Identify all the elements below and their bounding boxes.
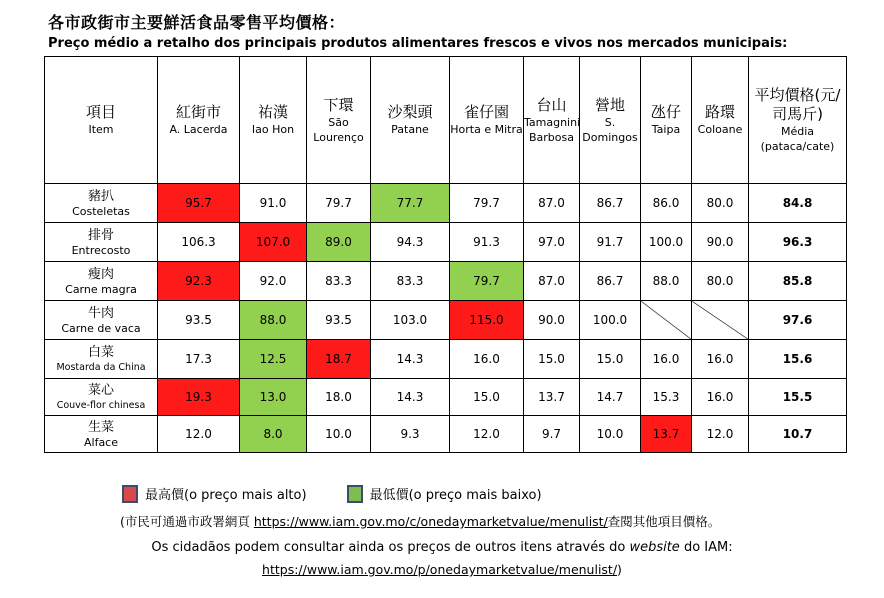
header-market: 雀仔園 Horta e Mitra [450, 57, 524, 184]
table-row [45, 301, 847, 340]
price-cell: 15.0 [580, 340, 641, 379]
price-cell: 86.7 [580, 184, 641, 223]
header-market: 祐漢 Iao Hon [240, 57, 307, 184]
price-cell-lowest: 12.5 [240, 340, 307, 379]
price-cell: 18.0 [307, 379, 371, 416]
price-cell: 15.3 [641, 379, 692, 416]
note-zh-prefix: (市民可通過市政署網頁 [120, 514, 254, 529]
price-cell: 14.7 [580, 379, 641, 416]
price-cell-highest: 95.7 [158, 184, 240, 223]
price-table [44, 56, 847, 453]
average-cell: 97.6 [749, 301, 847, 340]
average-cell: 96.3 [749, 223, 847, 262]
price-cell: 86.7 [580, 262, 641, 301]
price-cell: 17.3 [158, 340, 240, 379]
price-cell: 12.0 [450, 416, 524, 453]
price-cell-lowest: 8.0 [240, 416, 307, 453]
table-row [45, 223, 847, 262]
price-cell-unavailable [692, 301, 749, 340]
header-average: 平均價格(元/司馬斤) Média (pataca/cate) [749, 57, 847, 184]
price-cell: 83.3 [307, 262, 371, 301]
header-market: 紅街市 A. Lacerda [158, 57, 240, 184]
average-cell: 85.8 [749, 262, 847, 301]
price-cell: 106.3 [158, 223, 240, 262]
price-cell: 94.3 [371, 223, 450, 262]
price-cell: 79.7 [307, 184, 371, 223]
price-cell: 9.7 [524, 416, 580, 453]
price-cell: 92.0 [240, 262, 307, 301]
page-title: 各市政街市主要鮮活食品零售平均價格： [48, 13, 346, 32]
price-cell: 91.0 [240, 184, 307, 223]
price-cell: 10.0 [307, 416, 371, 453]
price-cell: 103.0 [371, 301, 450, 340]
price-cell: 86.0 [641, 184, 692, 223]
price-cell: 91.7 [580, 223, 641, 262]
price-cell: 16.0 [641, 340, 692, 379]
header-market: 下環 São Lourenço [307, 57, 371, 184]
price-cell: 15.0 [524, 340, 580, 379]
price-cell: 16.0 [692, 379, 749, 416]
price-cell: 12.0 [692, 416, 749, 453]
note-zh-suffix: 查閱其他項目價格。 [607, 514, 721, 529]
item-cell: 生菜 Alface [45, 416, 158, 453]
table-row [45, 262, 847, 301]
item-cell: 瘦肉 Carne magra [45, 262, 158, 301]
price-cell-lowest: 88.0 [240, 301, 307, 340]
price-cell-lowest: 13.0 [240, 379, 307, 416]
highest-price-swatch [122, 485, 138, 503]
price-cell-highest: 19.3 [158, 379, 240, 416]
price-cell: 90.0 [692, 223, 749, 262]
page-subtitle: Preço médio a retalho dos principais produtos alimentares frescos e vivos nos mercados municipais: [48, 36, 788, 51]
header-row [45, 57, 847, 184]
header-market: 沙梨頭 Patane [371, 57, 450, 184]
price-cell: 100.0 [580, 301, 641, 340]
item-cell: 菜心 Couve-flor chinesa [45, 379, 158, 416]
item-cell: 排骨 Entrecosto [45, 223, 158, 262]
item-cell: 白菜 Mostarda da China [45, 340, 158, 379]
price-cell-lowest: 77.7 [371, 184, 450, 223]
note-pt-prefix: Os cidadãos podem consultar ainda os preços de outros itens através do [151, 540, 630, 555]
legend-lowest-label: 最低價(o preço mais baixo) [369, 488, 542, 503]
price-cell-highest: 18.7 [307, 340, 371, 379]
price-cell: 14.3 [371, 379, 450, 416]
price-cell: 80.0 [692, 262, 749, 301]
price-cell: 100.0 [641, 223, 692, 262]
average-cell: 10.7 [749, 416, 847, 453]
note-pt-emphasis: website [629, 540, 680, 555]
price-cell: 93.5 [307, 301, 371, 340]
price-cell-unavailable [641, 301, 692, 340]
price-cell: 83.3 [371, 262, 450, 301]
average-cell: 15.5 [749, 379, 847, 416]
price-cell: 10.0 [580, 416, 641, 453]
table-row [45, 379, 847, 416]
item-cell: 豬扒 Costeletas [45, 184, 158, 223]
price-cell: 12.0 [158, 416, 240, 453]
price-cell: 87.0 [524, 184, 580, 223]
lowest-price-swatch [347, 485, 363, 503]
price-cell: 90.0 [524, 301, 580, 340]
price-cell: 87.0 [524, 262, 580, 301]
note-chinese [120, 512, 720, 530]
item-cell: 牛肉 Carne de vaca [45, 301, 158, 340]
average-cell: 15.6 [749, 340, 847, 379]
average-cell: 84.8 [749, 184, 847, 223]
table-row [45, 184, 847, 223]
note-portuguese-link-line [0, 562, 884, 577]
note-pt-close: ) [617, 562, 622, 577]
header-market: 氹仔 Taipa [641, 57, 692, 184]
note-portuguese [0, 540, 884, 555]
header-market: 台山 Tamagnini Barbosa [524, 57, 580, 184]
table-row [45, 416, 847, 453]
legend [122, 484, 542, 503]
price-cell-lowest: 89.0 [307, 223, 371, 262]
price-cell: 16.0 [692, 340, 749, 379]
price-cell: 97.0 [524, 223, 580, 262]
price-cell: 91.3 [450, 223, 524, 262]
table-row [45, 340, 847, 379]
header-item: 項目 Item [45, 57, 158, 184]
price-cell: 15.0 [450, 379, 524, 416]
iam-link-pt[interactable]: https://www.iam.gov.mo/p/onedaymarketvalue/menulist/ [262, 562, 618, 577]
price-cell-highest: 115.0 [450, 301, 524, 340]
price-cell-highest: 92.3 [158, 262, 240, 301]
price-cell: 16.0 [450, 340, 524, 379]
legend-highest-label: 最高價(o preço mais alto) [145, 488, 307, 503]
price-cell: 14.3 [371, 340, 450, 379]
price-cell-highest: 107.0 [240, 223, 307, 262]
note-pt-suffix: do IAM: [679, 540, 733, 555]
price-cell-lowest: 79.7 [450, 262, 524, 301]
price-cell: 88.0 [641, 262, 692, 301]
header-market: 路環 Coloane [692, 57, 749, 184]
price-cell: 80.0 [692, 184, 749, 223]
price-cell: 9.3 [371, 416, 450, 453]
price-cell: 93.5 [158, 301, 240, 340]
iam-link-zh[interactable]: https://www.iam.gov.mo/c/onedaymarketvalue/menulist/ [253, 514, 608, 529]
price-cell: 79.7 [450, 184, 524, 223]
header-market: 營地 S. Domingos [580, 57, 641, 184]
price-cell-highest: 13.7 [641, 416, 692, 453]
price-cell: 13.7 [524, 379, 580, 416]
